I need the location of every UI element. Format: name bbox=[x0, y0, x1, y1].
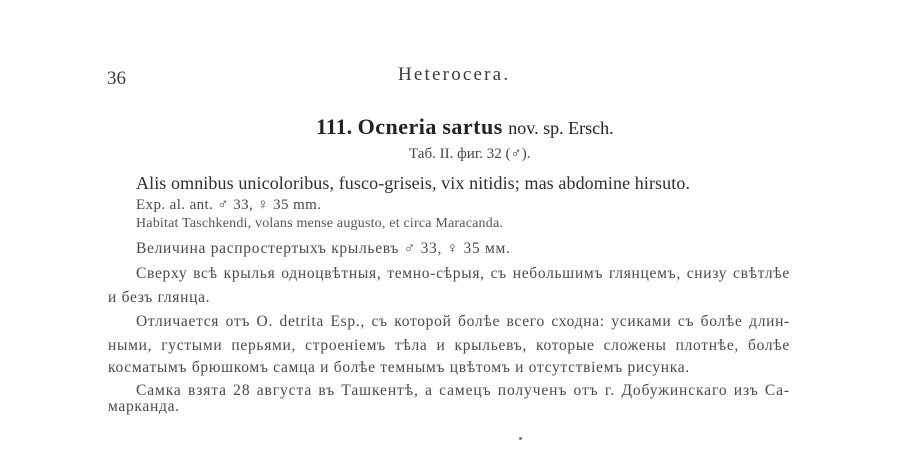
print-speck bbox=[519, 437, 522, 440]
russian-line-4: Отличается отъ O. detrita Esp., съ которой болѣе всего сходна: усиками съ болѣе длин- bbox=[136, 313, 790, 330]
running-head: Heterocera. bbox=[398, 64, 511, 85]
russian-line-5: ными, густыми перьями, строеніемъ тѣла и крыльевъ, которые сложены плотнѣе, болѣе bbox=[108, 337, 790, 354]
plate-reference: Таб. II. фиг. 32 (♂). bbox=[409, 146, 531, 162]
latin-habitat: Habitat Taschkendi, volans mense augusto, et circa Maracanda. bbox=[136, 216, 504, 231]
species-genus: Ocneria bbox=[357, 114, 437, 139]
russian-line-8: марканда. bbox=[108, 398, 180, 415]
species-heading bbox=[316, 114, 614, 140]
russian-line-6: косматымъ брюшкомъ самца и болѣе темнымъ цвѣтомъ и отсутствіемъ рисунка. bbox=[108, 359, 690, 376]
species-author: nov. sp. Ersch. bbox=[508, 118, 614, 138]
russian-line-1: Величина распростертыхъ крыльевъ ♂ 33, ♀ 35 мм. bbox=[136, 240, 511, 257]
page-number: 36 bbox=[107, 68, 126, 89]
russian-line-2: Сверху всѣ крылья одноцвѣтныя, темно-сѣрыя, съ небольшимъ глянцемъ, снизу свѣтлѣе bbox=[136, 265, 790, 282]
latin-expanse: Exp. al. ant. ♂ 33, ♀ 35 mm. bbox=[136, 197, 322, 213]
species-epithet: sartus bbox=[442, 114, 503, 139]
latin-diagnosis: Alis omnibus unicoloribus, fusco-griseis, vix nitidis; mas abdomine hirsuto. bbox=[136, 173, 691, 193]
russian-line-7: Самка взята 28 августа въ Ташкентѣ, а самецъ полученъ отъ г. Добужинскаго изъ Са- bbox=[136, 382, 790, 399]
russian-line-3: и безъ глянца. bbox=[108, 289, 211, 306]
species-number: 111. bbox=[316, 114, 353, 139]
